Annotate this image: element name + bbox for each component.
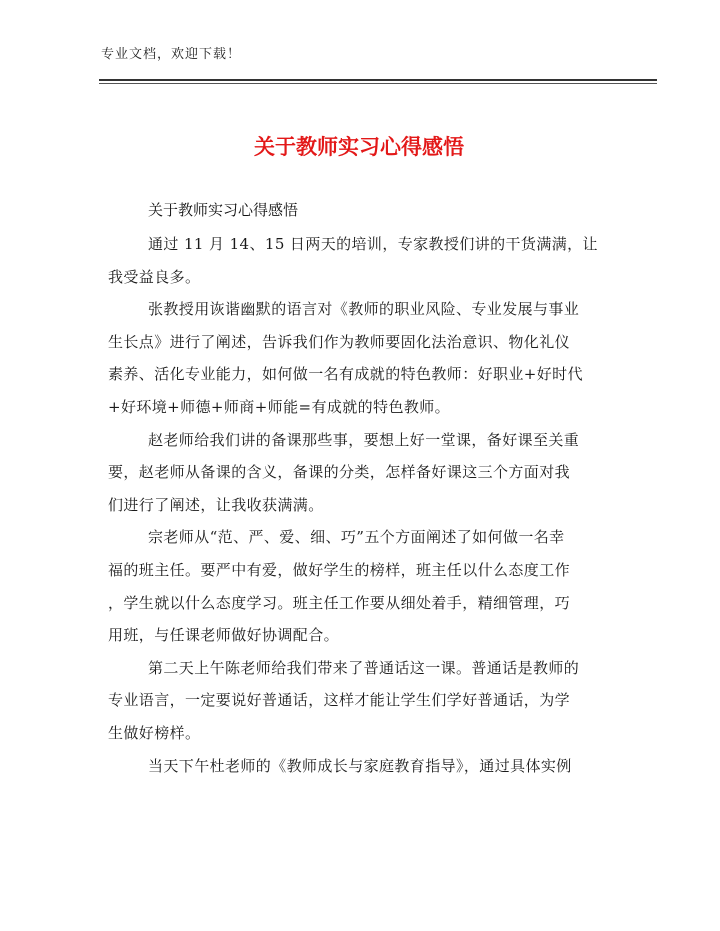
paragraph-line: 我受益良多。	[108, 267, 201, 286]
paragraph-line: 当天下午杜老师的《教师成长与家庭教育指导》，通过具体实例	[148, 756, 572, 775]
paragraph-line: ，学生就以什么态度学习。班主任工作要从细处着手，精细管理，巧	[108, 593, 571, 612]
page-header-text: 专业文档，欢迎下载！	[101, 47, 242, 62]
paragraph-line: 通过 11 月 14、15 日两天的培训，专家教授们讲的干货满满，让	[148, 235, 598, 253]
paragraph-6	[108, 750, 613, 783]
paragraph-line: 赵老师给我们讲的备课那些事，要想上好一堂课，备好课至关重	[148, 430, 580, 449]
paragraph-4	[108, 521, 613, 651]
paragraph-2	[108, 293, 613, 423]
paragraph-line: 宗老师从“范、严、爱、细、巧”五个方面阐述了如何做一名幸	[148, 528, 565, 547]
paragraph-line: 要，赵老师从备课的含义，备课的分类，怎样备好课这三个方面对我	[108, 463, 571, 482]
paragraph-line: 专业语言，一定要说好普通话，这样才能让学生们学好普通话，为学	[108, 691, 571, 710]
paragraph-1	[108, 228, 613, 293]
header-rule-thick	[99, 79, 657, 81]
paragraph-line: +好环境+师德+师商+师能=有成就的特色教师。	[108, 397, 451, 416]
paragraph-line: 生长点》进行了阐述，告诉我们作为教师要固化法治意识、物化礼仪	[108, 332, 571, 351]
paragraph-line: 张教授用诙谐幽默的语言对《教师的职业风险、专业发展与事业	[148, 300, 580, 319]
document-body	[108, 228, 613, 782]
header-rule-thin	[99, 83, 657, 84]
paragraph-line: 生做好榜样。	[108, 723, 201, 742]
document-subtitle: 关于教师实习心得感悟	[148, 201, 299, 219]
document-title: 关于教师实习心得感悟	[254, 135, 464, 159]
paragraph-line: 福的班主任。要严中有爱，做好学生的榜样，班主任以什么态度工作	[108, 560, 571, 579]
paragraph-line: 第二天上午陈老师给我们带来了普通话这一课。普通话是教师的	[148, 658, 580, 677]
paragraph-line: 用班，与任课老师做好协调配合。	[108, 626, 340, 645]
paragraph-3	[108, 424, 613, 522]
paragraph-line: 们进行了阐述，让我收获满满。	[108, 495, 324, 514]
paragraph-5	[108, 652, 613, 750]
paragraph-line: 素养、活化专业能力，如何做一名有成就的特色教师：好职业+好时代	[108, 365, 583, 384]
